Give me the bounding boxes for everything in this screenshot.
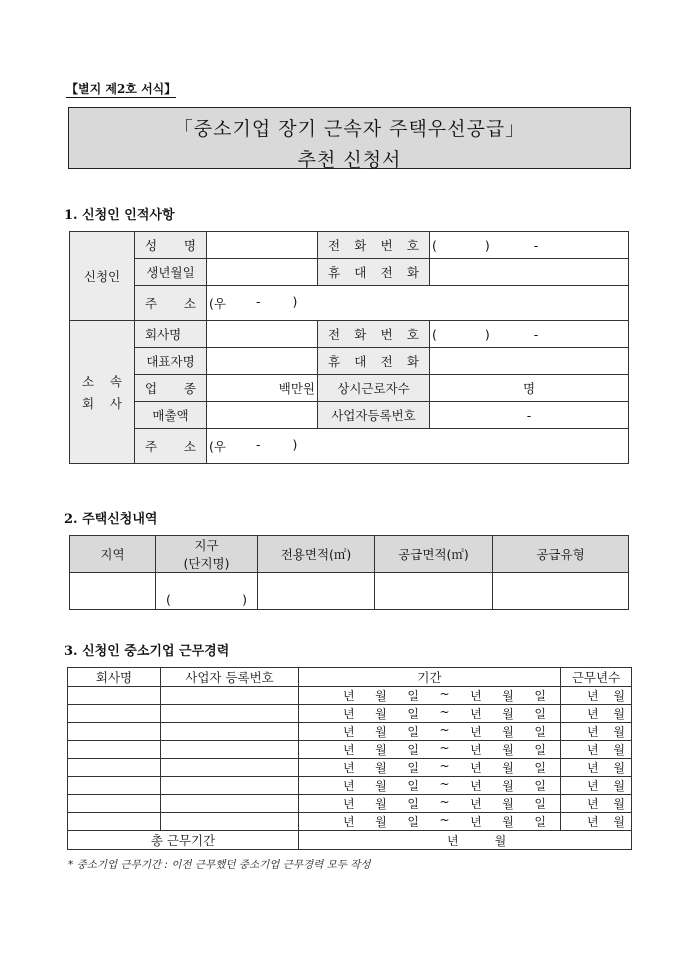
title-box [68, 107, 631, 169]
career-company-field[interactable] [68, 687, 161, 705]
applicant-table [69, 231, 629, 464]
phone-field[interactable]: ( ) - [430, 232, 629, 259]
address-label: 주 소 [145, 296, 196, 311]
title-line-2: 추천 신청서 [297, 149, 402, 171]
ceo-field[interactable] [207, 348, 318, 375]
career-years-field[interactable]: 년 월 [561, 795, 632, 813]
company-address-label: 주 소 [145, 439, 196, 454]
career-bizno-field[interactable] [161, 813, 299, 831]
section-2-heading: 2. 주택신청내역 [64, 512, 158, 527]
career-years-field[interactable]: 년 월 [561, 777, 632, 795]
career-row [68, 813, 632, 831]
career-company-field[interactable] [68, 759, 161, 777]
career-row [68, 777, 632, 795]
company-phone-field[interactable]: ( ) - [430, 321, 629, 348]
career-bizno-field[interactable] [161, 777, 299, 795]
phone-label: 전 화 번 호 [328, 238, 419, 253]
career-company-field[interactable] [68, 813, 161, 831]
applicant-group-label: 신청인 [70, 232, 135, 321]
career-bizno-field[interactable] [161, 705, 299, 723]
career-period-field[interactable]: 년 월 일 ~ 년 월 일 [299, 705, 561, 723]
birth-label: 생년월일 [135, 259, 207, 286]
career-row [68, 759, 632, 777]
company-group-label: 소 속 회 사 [70, 321, 135, 464]
industry-field[interactable] [207, 375, 318, 402]
career-bizno-field[interactable] [161, 723, 299, 741]
birth-field[interactable] [207, 259, 318, 286]
section-3-heading: 3. 신청인 중소기업 근무경력 [64, 644, 230, 659]
career-years-field[interactable]: 년 월 [561, 759, 632, 777]
revenue-label: 매출액 [135, 402, 207, 429]
career-period-field[interactable]: 년 월 일 ~ 년 월 일 [299, 759, 561, 777]
title-line-1: 「중소기업 장기 근속자 주택우선공급」 [173, 118, 526, 140]
career-row [68, 687, 632, 705]
career-company-field[interactable] [68, 795, 161, 813]
career-period-field[interactable]: 년 월 일 ~ 년 월 일 [299, 777, 561, 795]
career-years-field[interactable]: 년 월 [561, 705, 632, 723]
career-table [67, 667, 632, 850]
career-header-company: 회사명 [68, 668, 161, 687]
career-company-field[interactable] [68, 777, 161, 795]
career-period-field[interactable]: 년 월 일 ~ 년 월 일 [299, 723, 561, 741]
career-period-field[interactable]: 년 월 일 ~ 년 월 일 [299, 741, 561, 759]
company-name-field[interactable] [207, 321, 318, 348]
career-bizno-field[interactable] [161, 687, 299, 705]
exclusive-area-field[interactable] [258, 573, 375, 610]
career-bizno-field[interactable] [161, 741, 299, 759]
career-header-period: 기간 [299, 668, 561, 687]
career-years-field[interactable]: 년 월 [561, 813, 632, 831]
district-field[interactable]: ( ) [156, 573, 258, 610]
supply-type-field[interactable] [493, 573, 629, 610]
housing-table [69, 535, 629, 610]
career-row [68, 795, 632, 813]
company-address-field[interactable]: (우 - ) [207, 429, 629, 464]
housing-header-district: 지구 (단지명) [156, 536, 258, 573]
career-company-field[interactable] [68, 723, 161, 741]
career-period-field[interactable]: 년 월 일 ~ 년 월 일 [299, 795, 561, 813]
company-mobile-label: 휴 대 전 화 [328, 354, 419, 369]
career-period-field[interactable]: 년 월 일 ~ 년 월 일 [299, 813, 561, 831]
employees-field[interactable]: 명 [430, 375, 629, 402]
total-period-label: 총 근무기간 [68, 831, 299, 850]
career-bizno-field[interactable] [161, 795, 299, 813]
career-years-field[interactable]: 년 월 [561, 723, 632, 741]
region-field[interactable] [70, 573, 156, 610]
revenue-unit: 백만원 [278, 381, 315, 396]
career-company-field[interactable] [68, 741, 161, 759]
industry-label: 업 종 [145, 381, 196, 396]
career-years-field[interactable]: 년 월 [561, 687, 632, 705]
supply-area-field[interactable] [375, 573, 493, 610]
revenue-field[interactable] [207, 402, 318, 429]
company-phone-label: 전 화 번 호 [328, 327, 419, 342]
company-mobile-field[interactable] [430, 348, 629, 375]
mobile-label: 휴 대 전 화 [328, 265, 419, 280]
housing-header-region: 지역 [70, 536, 156, 573]
career-bizno-field[interactable] [161, 759, 299, 777]
bizno-label: 사업자등록번호 [318, 402, 430, 429]
name-label: 성 명 [145, 238, 196, 253]
career-header-years: 근무년수 [561, 668, 632, 687]
bizno-field[interactable]: - [430, 402, 629, 429]
ceo-label: 대표자명 [135, 348, 207, 375]
housing-header-supply-area: 공급면적(㎡) [375, 536, 493, 573]
company-name-label: 회사명 [145, 327, 182, 342]
career-row [68, 705, 632, 723]
housing-header-exclusive-area: 전용면적(㎡) [258, 536, 375, 573]
career-company-field[interactable] [68, 705, 161, 723]
total-period-field[interactable]: 년 월 [299, 831, 632, 850]
section-1-heading: 1. 신청인 인적사항 [64, 208, 175, 223]
career-period-field[interactable]: 년 월 일 ~ 년 월 일 [299, 687, 561, 705]
housing-header-supply-type: 공급유형 [493, 536, 629, 573]
form-label: 【별지 제2호 서식】 [66, 82, 177, 96]
footnote: * 중소기업 근무기간 : 이전 근무했던 중소기업 근무경력 모두 작성 [68, 859, 371, 871]
career-row [68, 741, 632, 759]
name-field[interactable] [207, 232, 318, 259]
address-field[interactable]: (우 - ) [207, 286, 629, 321]
mobile-field[interactable] [430, 259, 629, 286]
career-row [68, 723, 632, 741]
employees-label: 상시근로자수 [318, 375, 430, 402]
career-header-bizno: 사업자 등록번호 [161, 668, 299, 687]
career-years-field[interactable]: 년 월 [561, 741, 632, 759]
